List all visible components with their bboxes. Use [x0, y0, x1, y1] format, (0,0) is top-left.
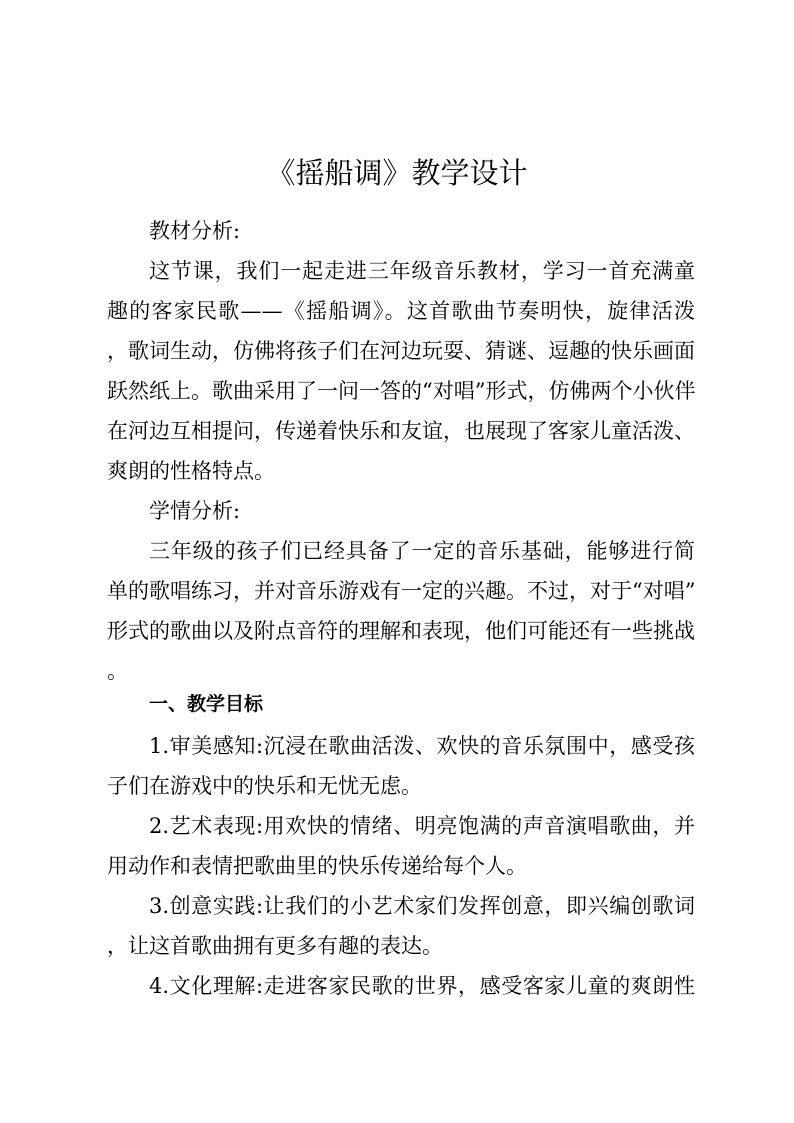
document-title: 《摇船调》教学设计 [266, 156, 528, 190]
section-heading-textbook-analysis: 教材分析: [149, 219, 241, 243]
objective-line: ，让这首歌曲拥有更多有趣的表达。 [107, 934, 443, 958]
paragraph-line: 三年级的孩子们已经具备了一定的音乐基础，能够进行简 [149, 539, 695, 563]
section-heading-teaching-objectives: 一、教学目标 [149, 693, 264, 715]
objective-line: 用动作和表情把歌曲里的快乐传递给每个人。 [107, 854, 527, 878]
paragraph-line: ，歌词生动，仿佛将孩子们在河边玩耍、猜谜、逗趣的快乐画面 [107, 339, 695, 363]
paragraph-line: 这节课，我们一起走进三年级音乐教材，学习一首充满童 [149, 259, 695, 283]
paragraph-line: 跃然纸上。歌曲采用了一问一答的“对唱”形式，仿佛两个小伙伴 [107, 379, 696, 403]
paragraph-line: 趣的客家民歌——《摇船调》。这首歌曲节奏明快，旋律活泼 [107, 299, 695, 323]
objective-line: 1.审美感知:沉浸在歌曲活泼、欢快的音乐氛围中，感受孩 [149, 734, 695, 758]
paragraph-line: 爽朗的性格特点。 [107, 459, 275, 483]
paragraph-line: 在河边互相提问，传递着快乐和友谊，也展现了客家儿童活泼、 [107, 419, 695, 443]
paragraph-line: 形式的歌曲以及附点音符的理解和表现，他们可能还有一些挑战 [107, 619, 695, 643]
paragraph-line: 。 [107, 659, 128, 683]
paragraph-line: 单的歌唱练习，并对音乐游戏有一定的兴趣。不过，对于“对唱” [107, 579, 696, 603]
objective-line: 2.艺术表现:用欢快的情绪、明亮饱满的声音演唱歌曲，并 [149, 814, 695, 838]
section-heading-learner-analysis: 学情分析: [149, 499, 241, 523]
objective-line: 4.文化理解:走进客家民歌的世界，感受客家儿童的爽朗性 [149, 974, 695, 998]
objective-line: 3.创意实践:让我们的小艺术家们发挥创意，即兴编创歌词 [149, 894, 695, 918]
objective-line: 子们在游戏中的快乐和无忧无虑。 [107, 774, 422, 798]
